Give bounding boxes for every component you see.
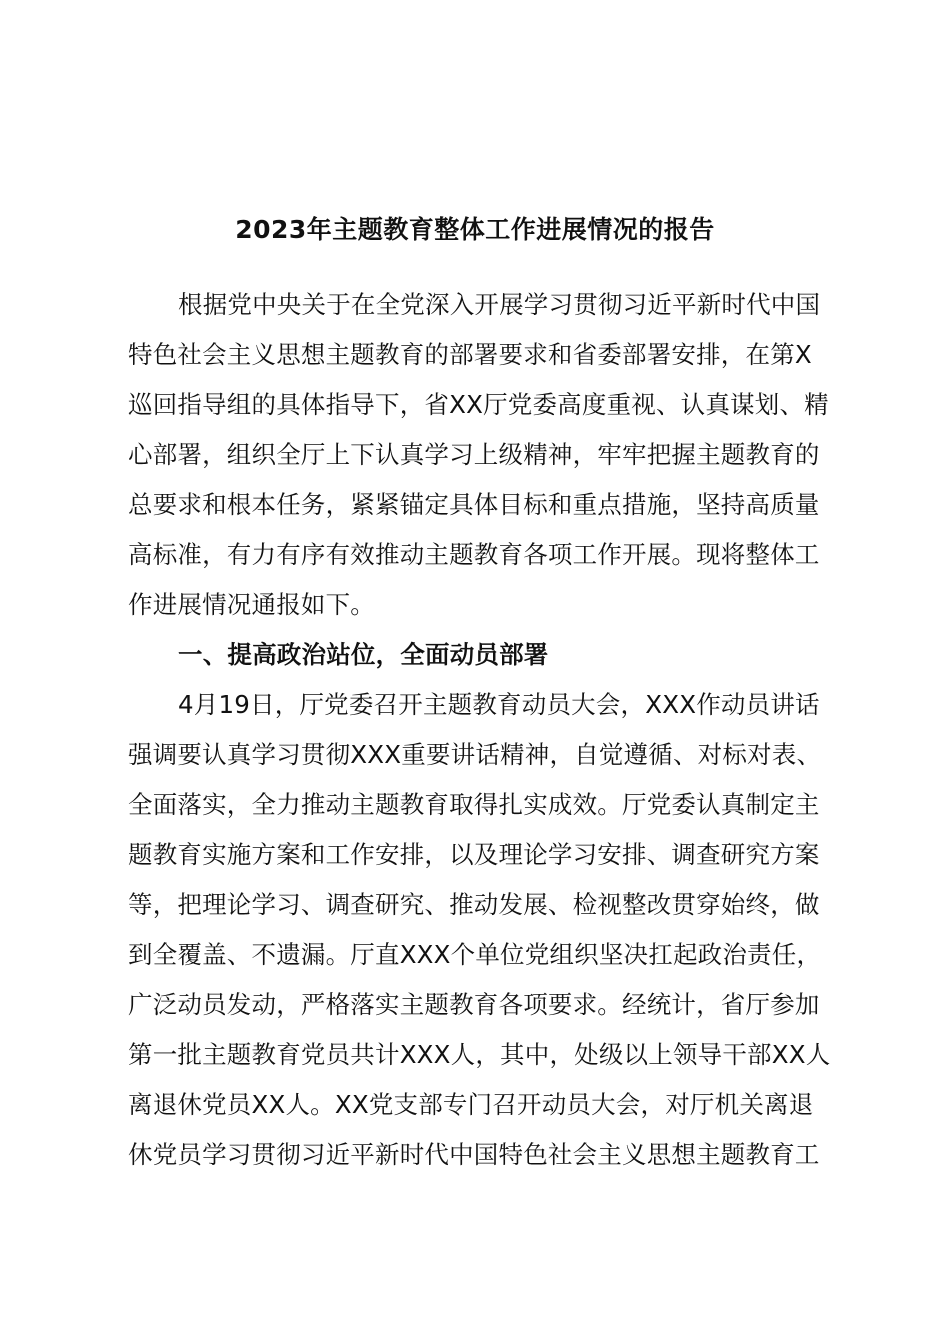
paragraph-2-line-8: 第一批主题教育党员共计XXX人，其中，处级以上领导干部XX人 bbox=[128, 1040, 831, 1069]
paragraph-1-line-5: 总要求和根本任务，紧紧锚定具体目标和重点措施，坚持高质量 bbox=[128, 490, 820, 519]
paragraph-1-line-4: 心部署，组织全厅上下认真学习上级精神，牢牢把握主题教育的 bbox=[128, 440, 820, 469]
paragraph-1-line-1: 根据党中央关于在全党深入开展学习贯彻习近平新时代中国 bbox=[178, 290, 821, 319]
document-body bbox=[128, 280, 858, 1180]
paragraph-2-line-3: 全面落实，全力推动主题教育取得扎实成效。厅党委认真制定主 bbox=[128, 790, 820, 819]
paragraph-2-line-10: 休党员学习贯彻习近平新时代中国特色社会主义思想主题教育工 bbox=[128, 1140, 820, 1169]
paragraph-1-line-3: 巡回指导组的具体指导下，省XX厅党委高度重视、认真谋划、精 bbox=[128, 390, 829, 419]
paragraph-2-line-2: 强调要认真学习贯彻XXX重要讲话精神，自觉遵循、对标对表、 bbox=[128, 740, 822, 769]
paragraph-1-line-2: 特色社会主义思想主题教育的部署要求和省委部署安排，在第X bbox=[128, 340, 812, 369]
document-title: 2023年主题教育整体工作进展情况的报告 bbox=[235, 215, 715, 244]
paragraph-2-line-7: 广泛动员发动，严格落实主题教育各项要求。经统计，省厅参加 bbox=[128, 990, 820, 1019]
paragraph-2-line-5: 等，把理论学习、调查研究、推动发展、检视整改贯穿始终，做 bbox=[128, 890, 820, 919]
paragraph-2-line-9: 离退休党员XX人。XX党支部专门召开动员大会，对厅机关离退 bbox=[128, 1090, 814, 1119]
paragraph-2-line-4: 题教育实施方案和工作安排，以及理论学习安排、调查研究方案 bbox=[128, 840, 820, 869]
paragraph-2-line-1: 4月19日，厅党委召开主题教育动员大会，XXX作动员讲话 bbox=[178, 690, 820, 719]
paragraph-1-line-7: 作进展情况通报如下。 bbox=[128, 590, 375, 619]
paragraph-1-line-6: 高标准，有力有序有效推动主题教育各项工作开展。现将整体工 bbox=[128, 540, 820, 569]
paragraph-2-line-6: 到全覆盖、不遗漏。厅直XXX个单位党组织坚决扛起政治责任， bbox=[128, 940, 822, 969]
section-heading-1: 一、提高政治站位，全面动员部署 bbox=[178, 640, 549, 669]
